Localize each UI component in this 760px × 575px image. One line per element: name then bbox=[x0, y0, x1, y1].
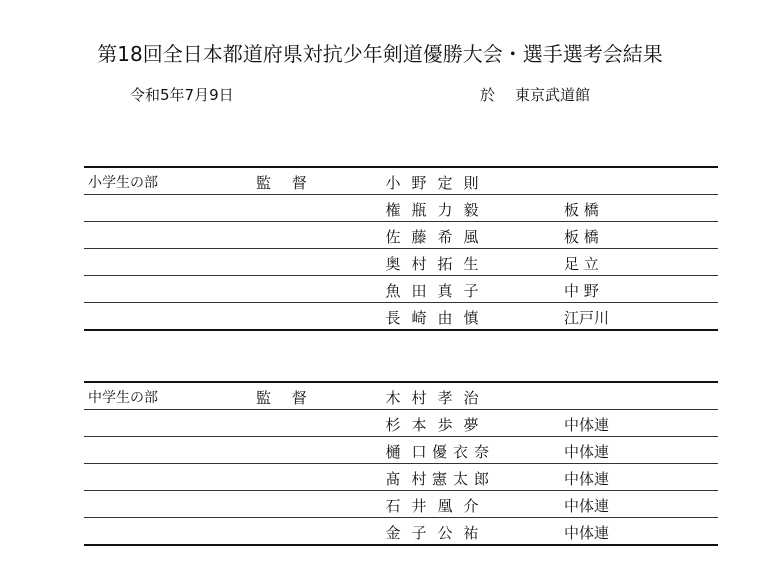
name-part: 杉 bbox=[385, 416, 401, 434]
name-part: 金 bbox=[385, 524, 401, 542]
name-part: 治 bbox=[463, 389, 479, 407]
name-part: 優衣奈 bbox=[432, 443, 496, 461]
person-name bbox=[380, 199, 484, 220]
person-name bbox=[380, 226, 484, 247]
name-part: 権 bbox=[385, 201, 401, 219]
venue bbox=[480, 84, 590, 105]
table-row bbox=[84, 464, 718, 491]
name-part: 樋 bbox=[385, 443, 401, 461]
name-part: 凰 bbox=[437, 497, 453, 515]
team-name: 中体連 bbox=[564, 497, 610, 515]
name-part: 瓶 bbox=[411, 201, 427, 219]
name-part: 孝 bbox=[437, 389, 453, 407]
name-part: 本 bbox=[411, 416, 427, 434]
name-part: 佐 bbox=[385, 228, 401, 246]
name-part: 力 bbox=[437, 201, 453, 219]
name-part: 野 bbox=[411, 174, 427, 192]
event-date: 令和5年7月9日 bbox=[130, 86, 234, 104]
table-row bbox=[84, 383, 718, 410]
name-part: 祐 bbox=[463, 524, 479, 542]
name-part: 田 bbox=[411, 282, 427, 300]
table-row bbox=[84, 437, 718, 464]
name-part: 希 bbox=[437, 228, 453, 246]
venue-label: 於 bbox=[480, 86, 496, 104]
role-label: 監 督 bbox=[256, 174, 315, 192]
name-part: 拓 bbox=[437, 255, 453, 273]
name-part: 村 bbox=[411, 389, 427, 407]
table-row bbox=[84, 222, 718, 249]
table-row bbox=[84, 518, 718, 546]
table-row bbox=[84, 410, 718, 437]
person-name bbox=[380, 414, 484, 435]
name-part: 生 bbox=[463, 255, 479, 273]
name-part: 奥 bbox=[385, 255, 401, 273]
section-label: 小学生の部 bbox=[88, 175, 158, 191]
table-row bbox=[84, 491, 718, 518]
name-part: 子 bbox=[463, 282, 479, 300]
person-name bbox=[380, 307, 484, 328]
name-part: 風 bbox=[463, 228, 479, 246]
name-part: 夢 bbox=[463, 416, 479, 434]
name-part: 石 bbox=[385, 497, 401, 515]
table-elementary bbox=[84, 166, 718, 331]
name-part: 定 bbox=[437, 174, 453, 192]
table-junior-high bbox=[84, 381, 718, 546]
table-row bbox=[84, 276, 718, 303]
name-part: 則 bbox=[463, 174, 479, 192]
team-name: 足 立 bbox=[564, 255, 599, 273]
name-part: 木 bbox=[385, 389, 401, 407]
person-name bbox=[380, 253, 484, 274]
name-part: 憲太郎 bbox=[432, 470, 496, 488]
name-part: 小 bbox=[385, 174, 401, 192]
name-part: 毅 bbox=[463, 201, 479, 219]
team-name: 中体連 bbox=[564, 524, 610, 542]
team-name: 中体連 bbox=[564, 416, 610, 434]
name-part: 由 bbox=[437, 309, 453, 327]
role-label: 監 督 bbox=[256, 389, 315, 407]
name-part: 長 bbox=[385, 309, 401, 327]
team-name: 板 橋 bbox=[564, 228, 599, 246]
name-part: 子 bbox=[411, 524, 427, 542]
person-name bbox=[380, 495, 484, 516]
name-part: 井 bbox=[411, 497, 427, 515]
team-name: 中体連 bbox=[564, 470, 610, 488]
name-part: 村 bbox=[411, 470, 427, 488]
table-row bbox=[84, 195, 718, 222]
person-name bbox=[380, 468, 536, 489]
table-row bbox=[84, 168, 718, 195]
name-part: 慎 bbox=[463, 309, 479, 327]
person-name bbox=[380, 280, 484, 301]
name-part: 藤 bbox=[411, 228, 427, 246]
name-part: 公 bbox=[437, 524, 453, 542]
name-part: 歩 bbox=[437, 416, 453, 434]
name-part: 介 bbox=[463, 497, 479, 515]
team-name: 江戸川 bbox=[564, 309, 610, 327]
name-part: 崎 bbox=[411, 309, 427, 327]
table-row bbox=[84, 249, 718, 276]
team-name: 板 橋 bbox=[564, 201, 599, 219]
name-part: 村 bbox=[411, 255, 427, 273]
table-row bbox=[84, 303, 718, 331]
team-name: 中 野 bbox=[564, 282, 599, 300]
person-name bbox=[380, 172, 484, 193]
person-name bbox=[380, 522, 484, 543]
name-part: 魚 bbox=[385, 282, 401, 300]
team-name: 中体連 bbox=[564, 443, 610, 461]
name-part: 口 bbox=[411, 443, 427, 461]
section-label: 中学生の部 bbox=[88, 390, 158, 406]
person-name bbox=[380, 441, 536, 462]
venue-name: 東京武道館 bbox=[515, 86, 591, 104]
person-name bbox=[380, 387, 484, 408]
document-title: 第18回全日本都道府県対抗少年剣道優勝大会・選手選考会結果 bbox=[97, 42, 663, 66]
name-part: 髙 bbox=[385, 470, 401, 488]
name-part: 真 bbox=[437, 282, 453, 300]
